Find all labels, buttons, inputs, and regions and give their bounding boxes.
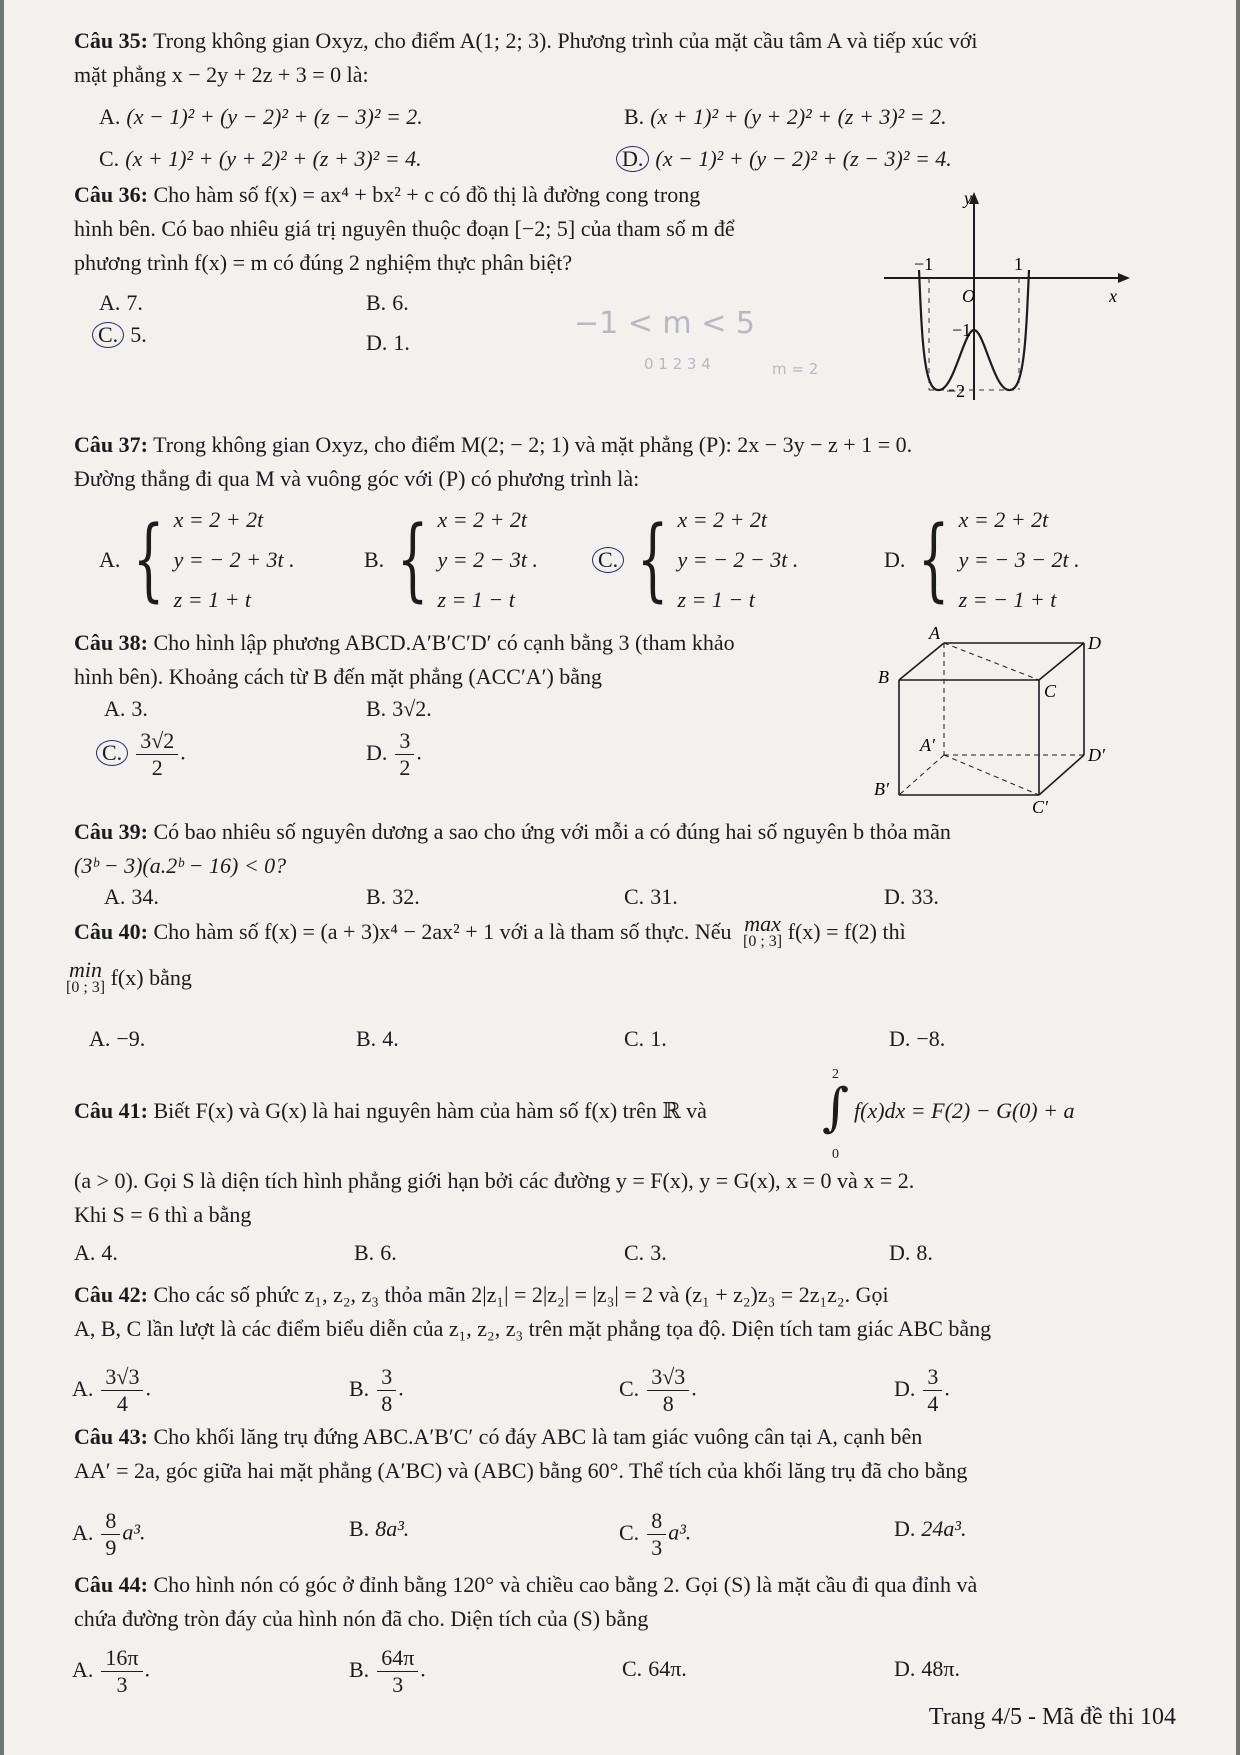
answer-d[interactable]: D. 8.: [889, 1240, 933, 1265]
tick-label: −2: [946, 381, 966, 401]
answer-a[interactable]: A. 3.: [104, 696, 148, 721]
question-text: hình bên. Có bao nhiêu giá trị nguyên thuộc đoạn [−2; 5] của tham số m để: [74, 216, 735, 241]
answer-b[interactable]: B. $\frac{64\pi}{3}$ .: [349, 1645, 426, 1697]
question-text: (a > 0). Gọi S là diện tích hình phẳng giới hạn bởi các đường y = F(x), y = G(x), x = 0 và x = 2.: [74, 1168, 915, 1193]
answer-b[interactable]: B. 8a³.: [349, 1516, 410, 1541]
question-text: (3ᵇ − 3)(a.2ᵇ − 16) < 0?: [74, 853, 287, 878]
page-footer: Trang 4/5 - Mã đề thi 104: [928, 1704, 1176, 1730]
interval: [0 ; 3]: [66, 979, 106, 996]
answer-a[interactable]: A. −9.: [89, 1026, 146, 1051]
question-text: Biết F(x) và G(x) là hai nguyên hàm của hàm số f(x) trên ℝ và: [153, 1098, 707, 1123]
question-43: [74, 1420, 1154, 1488]
question-text: Cho các số phức z₁, z₂, z₃ thỏa mãn 2|z₁| = 2|z₂| = |z₃| = 2 và (z₁ + z₂)z₃ = 2z₁z₂. Gọi: [153, 1282, 889, 1307]
handwritten-note: m = 2: [772, 360, 819, 378]
question-label: Câu 36:: [74, 182, 148, 207]
question-label: Câu 38:: [74, 630, 148, 655]
answer-a[interactable]: A. $\frac{3√3}{4}$ .: [72, 1364, 151, 1416]
question-text: chứa đường tròn đáy của hình nón đã cho. Diện tích của (S) bằng: [74, 1606, 649, 1631]
answer-b[interactable]: B. 3√2.: [366, 696, 432, 721]
question-44: [74, 1568, 1154, 1636]
question-text: Trong không gian Oxyz, cho điểm A(1; 2; 3). Phương trình của mặt cầu tâm A và tiếp xúc với: [153, 28, 978, 53]
question-41-cont: [74, 1164, 1154, 1232]
answer-c[interactable]: C. { x = 2 + 2t y = − 2 − 3t . z = 1 − t: [592, 500, 798, 620]
tick-label: 1: [1014, 254, 1023, 274]
question-label: Câu 41:: [74, 1098, 148, 1123]
answer-a[interactable]: A. 34.: [104, 884, 159, 909]
question-text: Trong không gian Oxyz, cho điểm M(2; − 2; 1) và mặt phẳng (P): 2x − 3y − z + 1 = 0.: [153, 432, 913, 457]
question-text: Cho hàm số f(x) = (a + 3)x⁴ − 2ax² + 1 với a là tham số thực. Nếu: [153, 919, 732, 944]
answer-b[interactable]: B. $\frac{3}{8}$ .: [349, 1364, 404, 1416]
answer-d[interactable]: D. 48π.: [894, 1656, 960, 1681]
answer-a[interactable]: A. { x = 2 + 2t y = − 2 + 3t . z = 1 + t: [99, 507, 295, 612]
function-graph: [884, 190, 1134, 410]
vertex-label: A′: [920, 735, 935, 755]
min-operator: min: [69, 957, 103, 982]
question-text: Cho hình lập phương ABCD.A′B′C′D′ có cạnh bằng 3 (tham khảo: [153, 630, 735, 655]
answer-b[interactable]: B. 32.: [366, 884, 420, 909]
integral-body: f(x)dx = F(2) − G(0) + a: [854, 1098, 1075, 1123]
question-text: Cho hàm số f(x) = ax⁴ + bx² + c có đồ thị là đường cong trong: [153, 182, 701, 207]
answer-c[interactable]: C. $\frac{3√3}{8}$ .: [619, 1364, 697, 1416]
question-text: AA′ = 2a, góc giữa hai mặt phẳng (A′BC) và (ABC) bằng 60°. Thể tích của khối lăng trụ đã cho bằng: [74, 1458, 968, 1483]
interval: [0 ; 3]: [743, 933, 783, 950]
question-label: Câu 43:: [74, 1424, 148, 1449]
answer-d[interactable]: D. (x − 1)² + (y − 2)² + (z − 3)² = 4.: [616, 142, 952, 176]
question-35: [74, 24, 1154, 92]
answer-c[interactable]: C. 64π.: [622, 1656, 687, 1681]
answer-b[interactable]: B. 6.: [354, 1240, 397, 1265]
answer-b[interactable]: B. 4.: [356, 1026, 399, 1051]
answer-a[interactable]: A. 7.: [99, 290, 143, 315]
exam-page: [4, 0, 1236, 1755]
answer-c[interactable]: C. 3.: [624, 1240, 667, 1265]
answer-d[interactable]: D. −8.: [889, 1026, 946, 1051]
question-38: [74, 626, 874, 694]
vertex-label: D: [1088, 633, 1101, 653]
question-37: [74, 428, 1154, 496]
question-text: f(x) = f(2) thì: [787, 919, 906, 944]
handwritten-note: −1 < m < 5: [574, 306, 755, 341]
max-operator: max: [744, 911, 781, 936]
question-text: Khi S = 6 thì a bằng: [74, 1202, 252, 1227]
question-text: Cho khối lăng trụ đứng ABC.A′B′C′ có đáy ABC là tam giác vuông cân tại A, cạnh bên: [153, 1424, 923, 1449]
answer-d[interactable]: D. 24a³.: [894, 1516, 967, 1541]
question-36: [74, 178, 874, 280]
answer-a[interactable]: A. (x − 1)² + (y − 2)² + (z − 3)² = 2.: [99, 104, 423, 129]
answer-d[interactable]: D. 33.: [884, 884, 939, 909]
handwritten-note: 0 1 2 3 4: [644, 355, 711, 373]
vertex-label: B′: [874, 779, 889, 799]
answer-d[interactable]: D. $\frac{3}{2}$ .: [366, 728, 422, 780]
question-label: Câu 44:: [74, 1572, 148, 1597]
question-text: mặt phẳng x − 2y + 2z + 3 = 0 là:: [74, 62, 369, 87]
question-39: [74, 815, 1154, 883]
y-label: y: [964, 190, 972, 208]
question-label: Câu 35:: [74, 28, 148, 53]
tick-label: −1: [952, 320, 972, 340]
question-text: hình bên). Khoảng cách từ B đến mặt phẳng (ACC′A′) bằng: [74, 664, 603, 689]
question-text: Cho hình nón có góc ở đỉnh bằng 120° và chiều cao bằng 2. Gọi (S) là mặt cầu đi qua đỉnh và: [153, 1572, 978, 1597]
tick-label: −1: [914, 254, 934, 274]
question-text: Có bao nhiêu số nguyên dương a sao cho ứng với mỗi a có đúng hai số nguyên b thỏa mãn: [153, 819, 951, 844]
question-text: f(x) bằng: [110, 965, 192, 990]
answer-c[interactable]: C. 5.: [92, 318, 147, 352]
vertex-label: C: [1044, 681, 1057, 701]
question-label: Câu 39:: [74, 819, 148, 844]
answer-c[interactable]: C. (x + 1)² + (y + 2)² + (z + 3)² = 4.: [99, 146, 422, 171]
vertex-label: B: [878, 667, 889, 687]
vertex-label: D′: [1088, 745, 1105, 765]
origin-label: O: [962, 286, 975, 306]
answer-a[interactable]: A. 4.: [74, 1240, 118, 1265]
question-40: [66, 911, 1154, 997]
answer-d[interactable]: D. 1.: [366, 330, 410, 355]
answer-c[interactable]: C. $\frac{3√2}{2}$ .: [96, 728, 186, 781]
integral-sign: ∫: [822, 1078, 850, 1138]
answer-c[interactable]: C. 1.: [624, 1026, 667, 1051]
x-axis-arrow: [1118, 273, 1130, 283]
answer-a[interactable]: A. $\frac{16\pi}{3}$ .: [72, 1645, 150, 1697]
answer-d[interactable]: D. { x = 2 + 2t y = − 3 − 2t . z = − 1 + t: [884, 507, 1080, 612]
answer-d[interactable]: D. $\frac{3}{4}$ .: [894, 1364, 950, 1416]
x-label: x: [1109, 286, 1117, 306]
answer-c[interactable]: C. 31.: [624, 884, 678, 909]
question-42: [74, 1278, 1154, 1346]
answer-c[interactable]: C. $\frac{8}{3}$ a³.: [619, 1508, 692, 1560]
answer-b[interactable]: B. 6.: [366, 290, 409, 315]
answer-a[interactable]: A. $\frac{8}{9}$ a³.: [72, 1508, 146, 1560]
question-label: Câu 40:: [74, 919, 148, 944]
question-label: Câu 42:: [74, 1282, 148, 1307]
vertex-label: C′: [1032, 797, 1048, 815]
integral-upper: 2: [832, 1067, 839, 1082]
cube-figure: [874, 625, 1134, 815]
question-label: Câu 37:: [74, 432, 148, 457]
question-text: A, B, C lần lượt là các điểm biểu diễn của z₁, z₂, z₃ trên mặt phẳng tọa độ. Diện tích tam giác ABC bằng: [74, 1316, 992, 1341]
question-text: phương trình f(x) = m có đúng 2 nghiệm thực phân biệt?: [74, 250, 573, 275]
answer-b[interactable]: B. (x + 1)² + (y + 2)² + (z + 3)² = 2.: [624, 104, 947, 129]
answer-b[interactable]: B. { x = 2 + 2t y = 2 − 3t . z = 1 − t: [364, 507, 539, 612]
integral-lower: 0: [832, 1147, 839, 1162]
question-text: Đường thẳng đi qua M và vuông góc với (P) có phương trình là:: [74, 466, 640, 491]
vertex-label: A: [929, 625, 940, 643]
